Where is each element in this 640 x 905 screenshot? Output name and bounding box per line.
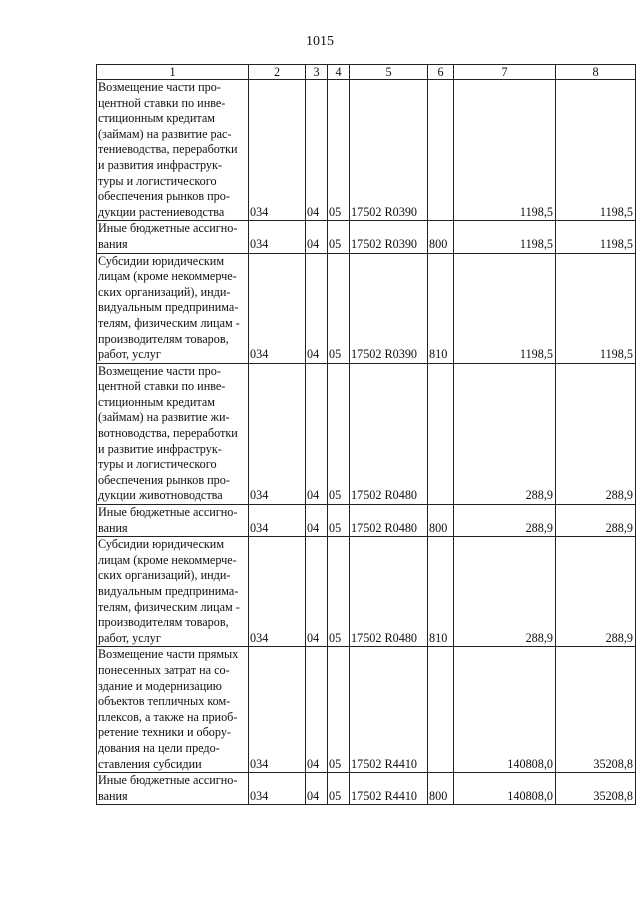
cell-subsection: 05 [328,537,350,647]
budget-table [96,64,636,805]
cell-subsection: 05 [328,80,350,221]
cell-expense-type: 810 [428,537,454,647]
row-description: Иные бюджетные ассигно- вания [97,773,249,805]
cell-subsection: 05 [328,221,350,253]
cell-section: 04 [306,80,328,221]
cell-section: 04 [306,505,328,537]
cell-expense-type: 800 [428,505,454,537]
table-row [97,773,636,805]
cell-section: 04 [306,363,328,504]
cell-expense-type: 800 [428,773,454,805]
column-header: 2 [249,65,306,80]
cell-amount-col8: 1198,5 [556,80,636,221]
cell-ministry-code: 034 [249,505,306,537]
column-header: 7 [454,65,556,80]
cell-ministry-code: 034 [249,647,306,773]
cell-target-article: 17502 R4410 [350,647,428,773]
cell-subsection: 05 [328,363,350,504]
table-row [97,221,636,253]
cell-amount-col7: 288,9 [454,505,556,537]
row-description: Возмещение части про- центной ставки по инве- стиционным кредитам (займам) на развитие рас- тениеводства, переработки и развития инфраструк- туры и логистического обеспечения рынков про- дукции растениеводства [97,80,249,221]
table-row [97,253,636,363]
cell-subsection: 05 [328,773,350,805]
table-row [97,537,636,647]
column-header: 5 [350,65,428,80]
cell-target-article: 17502 R0390 [350,80,428,221]
cell-subsection: 05 [328,505,350,537]
cell-amount-col7: 288,9 [454,537,556,647]
cell-target-article: 17502 R4410 [350,773,428,805]
table-row [97,505,636,537]
row-description: Иные бюджетные ассигно- вания [97,221,249,253]
row-description: Возмещение части прямых понесенных затрат на со- здание и модернизацию объектов тепличных ком- плексов, а также на приоб- ретение техники и обору- дования на цели предо- ставления субсидии [97,647,249,773]
cell-target-article: 17502 R0390 [350,253,428,363]
cell-target-article: 17502 R0480 [350,505,428,537]
row-description: Иные бюджетные ассигно- вания [97,505,249,537]
table-header-row [97,65,636,80]
cell-target-article: 17502 R0480 [350,537,428,647]
cell-subsection: 05 [328,647,350,773]
cell-amount-col7: 1198,5 [454,80,556,221]
cell-amount-col7: 1198,5 [454,221,556,253]
cell-ministry-code: 034 [249,221,306,253]
cell-section: 04 [306,647,328,773]
cell-amount-col8: 35208,8 [556,773,636,805]
cell-amount-col7: 140808,0 [454,773,556,805]
table-row [97,80,636,221]
cell-expense-type [428,363,454,504]
column-header: 1 [97,65,249,80]
page-number: 1015 [306,34,334,49]
cell-section: 04 [306,537,328,647]
row-description: Субсидии юридическим лицам (кроме некоммерче- ских организаций), инди- видуальным предпринима- телям, физическим лицам - производителям товаров, работ, услуг [97,537,249,647]
table-row [97,647,636,773]
column-header: 8 [556,65,636,80]
cell-target-article: 17502 R0390 [350,221,428,253]
cell-amount-col8: 1198,5 [556,253,636,363]
cell-ministry-code: 034 [249,363,306,504]
column-header: 6 [428,65,454,80]
cell-expense-type [428,647,454,773]
cell-amount-col8: 288,9 [556,505,636,537]
cell-ministry-code: 034 [249,773,306,805]
cell-amount-col8: 288,9 [556,537,636,647]
cell-expense-type: 800 [428,221,454,253]
table-row [97,363,636,504]
cell-amount-col7: 140808,0 [454,647,556,773]
column-header: 4 [328,65,350,80]
cell-ministry-code: 034 [249,80,306,221]
cell-section: 04 [306,221,328,253]
cell-ministry-code: 034 [249,253,306,363]
cell-target-article: 17502 R0480 [350,363,428,504]
cell-amount-col8: 35208,8 [556,647,636,773]
cell-ministry-code: 034 [249,537,306,647]
row-description: Возмещение части про- центной ставки по инве- стиционным кредитам (займам) на развитие жи- вотноводства, переработки и развитие инфраструк- туры и логистического обеспечения рынков про- дукции животноводства [97,363,249,504]
cell-expense-type: 810 [428,253,454,363]
cell-section: 04 [306,253,328,363]
cell-amount-col7: 1198,5 [454,253,556,363]
row-description: Субсидии юридическим лицам (кроме некоммерче- ских организаций), инди- видуальным предпринима- телям, физическим лицам - производителям товаров, работ, услуг [97,253,249,363]
cell-amount-col7: 288,9 [454,363,556,504]
cell-section: 04 [306,773,328,805]
cell-expense-type [428,80,454,221]
cell-amount-col8: 288,9 [556,363,636,504]
cell-amount-col8: 1198,5 [556,221,636,253]
column-header: 3 [306,65,328,80]
cell-subsection: 05 [328,253,350,363]
